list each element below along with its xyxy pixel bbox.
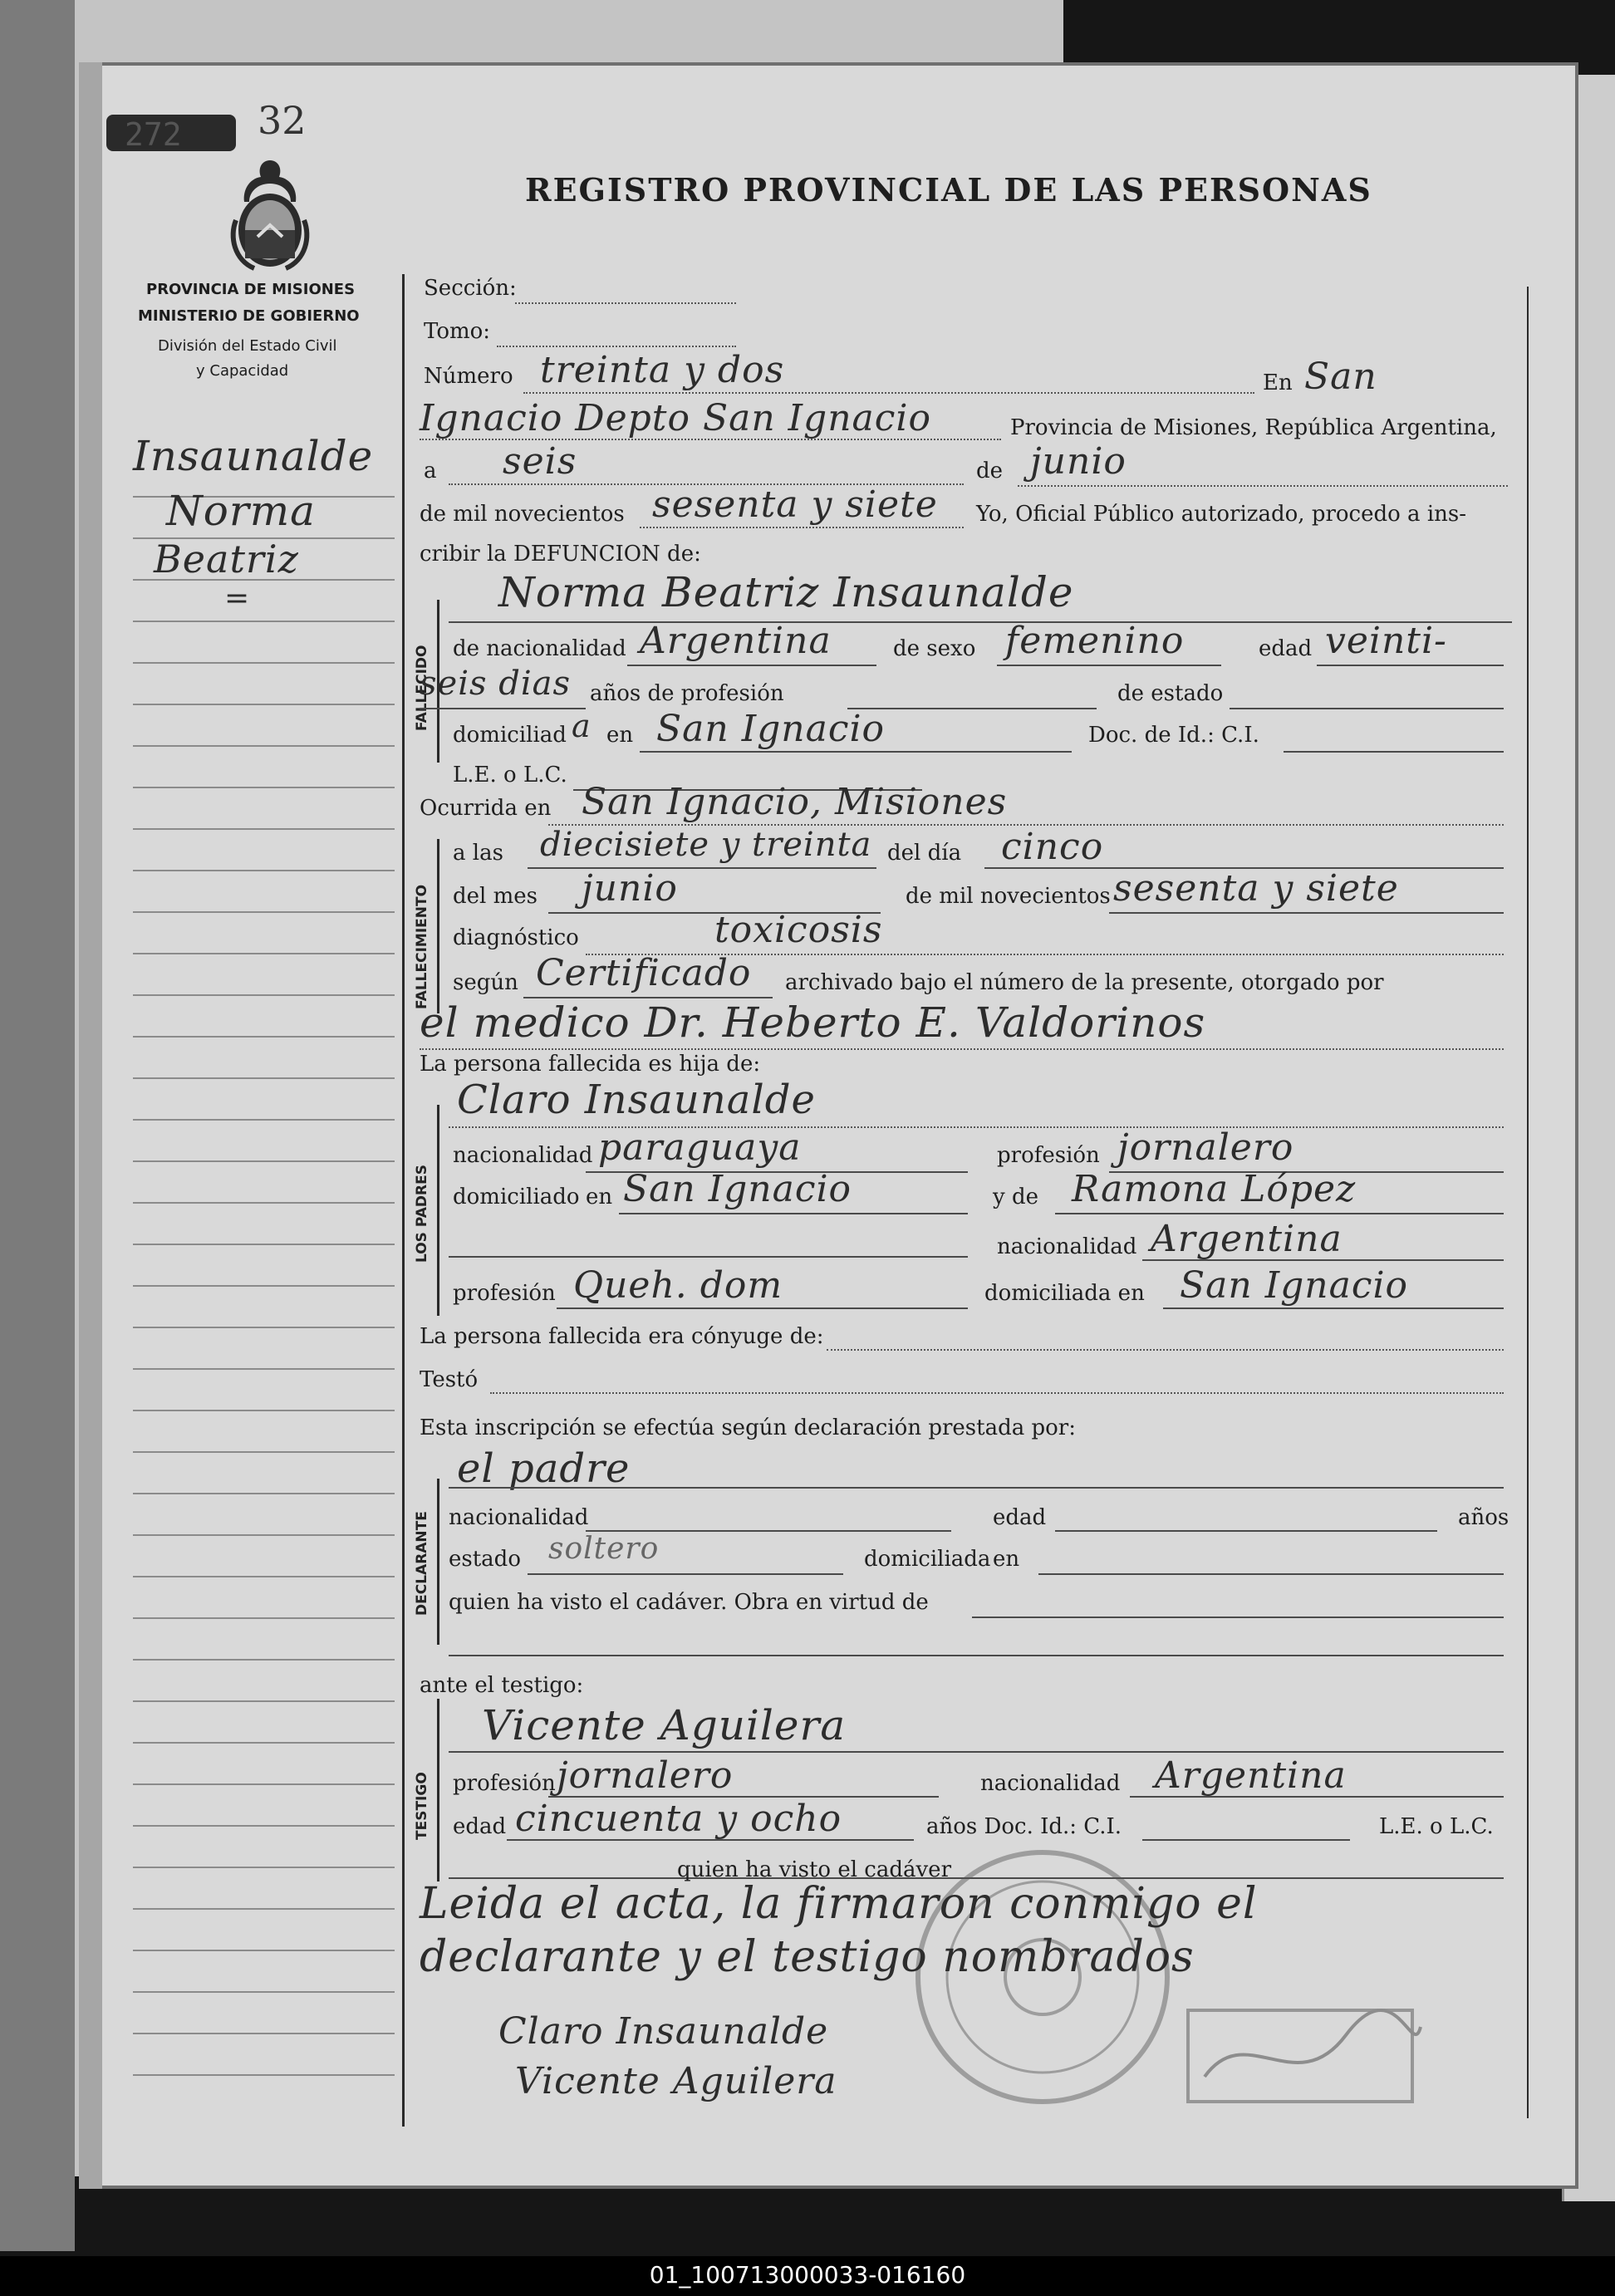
margin-rule [133,662,395,664]
testigo-le-lc-label: L.E. o L.C. [1379,1814,1494,1839]
margin-rule [133,911,395,913]
a-las-label: a las [453,841,503,866]
division-heading-1: División del Estado Civil [158,337,337,355]
declarante-blank-line [449,1655,1504,1656]
y-de-label: y de [993,1185,1038,1209]
padre-domicilio-en: en [586,1185,613,1209]
madre-profesion: Queh. dom [573,1264,783,1307]
en-label: En [1263,370,1293,395]
diagnostico-label: diagnóstico [453,925,579,950]
mil-label: de mil novecientos [906,884,1111,909]
fallecido-edad-line [1317,665,1504,666]
anos-profesion-label: años de profesión [590,681,784,706]
testigo-profesion: jornalero [557,1754,734,1797]
margin-rule [133,1244,395,1245]
margin-note-name: Norma [166,487,316,535]
year-value: sesenta y siete [652,483,938,526]
margin-rule [133,1659,395,1661]
padre-domicilio-line [619,1213,968,1214]
anio-line [1109,912,1504,914]
numero-value: treinta y dos [540,349,785,391]
domicilio-line [640,751,1072,753]
left-margin-rule [402,274,405,2127]
madre-name: Ramona López [1072,1168,1357,1210]
margin-rule [133,2033,395,2034]
declarante-anos-label: años [1458,1505,1509,1530]
left-edge-shadow [0,0,75,2251]
fallecido-edad-value: veinti- [1325,620,1447,662]
seccion-line [515,302,736,304]
en-value: San [1304,356,1377,398]
declarante-value: el padre [457,1445,631,1492]
conyuge-line [827,1349,1504,1351]
archivado-text: archivado bajo el número de la presente, otorgado por [785,970,1384,995]
year-line [640,527,964,528]
declarante-edad-line [1055,1530,1437,1532]
margin-rule [133,1202,395,1204]
madre-domicilio-line [1163,1307,1504,1309]
margin-rule [133,1285,395,1287]
margin-note-mark: = [224,581,251,616]
tomo-line [497,346,736,347]
del-mes-label: del mes [453,884,538,909]
numero-line [523,392,1254,394]
margin-rule [133,870,395,871]
page-title: REGISTRO PROVINCIAL DE LAS PERSONAS [525,171,1372,209]
edad-2-line [420,708,586,709]
folio-number: 32 [258,98,307,143]
madre-nacionalidad-label: nacionalidad [997,1234,1137,1259]
doc-line [1284,751,1504,753]
inscribir-text: cribir la DEFUNCION de: [420,542,701,567]
struck-folio-text: 272 [125,116,182,153]
anio-value: sesenta y siete [1113,867,1399,910]
fallecido-edad-label: edad [1259,636,1313,661]
testo-label: Testó [420,1367,479,1392]
margin-rule [133,787,395,788]
padres-blank-line [449,1256,968,1258]
sexo-label: de sexo [893,636,976,661]
domicilio-suffix: a [572,708,592,744]
ante-testigo-text: ante el testigo: [420,1673,584,1698]
testigo-nacionalidad-label: nacionalidad [980,1771,1121,1796]
province-heading: PROVINCIA DE MISIONES [146,281,356,298]
declarante-estado: soltero [548,1532,660,1566]
ocurrida-value: San Ignacio, Misiones [582,781,1008,823]
signature-claro: Claro Insaunalde [498,2010,829,2053]
margin-rule [133,1036,395,1038]
margin-rule [133,1119,395,1121]
margin-rule [133,704,395,705]
padre-name: Claro Insaunalde [457,1077,816,1123]
doc-label: Doc. de Id.: C.I. [1088,723,1259,748]
a-label: a [424,459,437,483]
fallecido-le-lc-label: L.E. o L.C. [453,763,567,787]
margin-rule [133,1908,395,1910]
declarante-section-label: DECLARANTE [414,1511,430,1616]
signature-vicente: Vicente Aguilera [515,2060,837,2102]
signature-stamp-mark [1171,1985,1437,2127]
padres-bracket [437,1105,439,1316]
declarante-estado-line [528,1573,843,1575]
segun-label: según [453,970,518,995]
dia-value: cinco [1001,826,1104,868]
margin-rule [133,1451,395,1453]
margin-rule [133,1493,395,1494]
margin-rule [133,745,395,747]
year-label: de mil novecientos [420,502,625,527]
testigo-edad-line [507,1839,914,1841]
segun-value: Certificado [536,952,752,994]
division-heading-2: y Capacidad [196,362,289,380]
declarante-domicilio-line [1038,1573,1504,1575]
declarante-intro: Esta inscripción se efectúa según declaración prestada por: [420,1415,1076,1440]
margin-rule [133,1534,395,1536]
sexo-value: femenino [1005,620,1185,662]
domicilio-en-label: en [606,723,634,748]
madre-nacionalidad-line [1142,1259,1504,1261]
testo-line [490,1392,1504,1394]
estado-line [1230,708,1504,709]
margin-rule [133,1950,395,1951]
page-binding-edge [79,62,102,2189]
padre-profesion: jornalero [1117,1126,1294,1169]
day-value: seis [503,440,577,483]
numero-label: Número [424,364,513,389]
testigo-name: Vicente Aguilera [482,1701,847,1749]
declarante-domiciliada-label: domiciliada [864,1547,991,1572]
tomo-label: Tomo: [424,319,491,344]
testigo-nacionalidad-line [1130,1796,1504,1798]
madre-name-line [1055,1213,1504,1214]
margin-rule [133,1617,395,1619]
declarante-bracket [437,1479,439,1645]
ocurrida-label: Ocurrida en [420,796,552,821]
testigo-edad-label: edad [453,1814,507,1839]
declarante-virtud-line [972,1617,1504,1618]
medico-line [420,1048,1504,1050]
closing-line-2: declarante y el testigo nombrados [420,1932,1195,1982]
ministry-heading: MINISTERIO DE GOBIERNO [138,307,360,325]
margin-rule [133,1825,395,1827]
testigo-name-line [449,1751,1504,1753]
sexo-line [997,665,1221,666]
fallecido-nacionalidad: Argentina [640,620,832,662]
padre-nacionalidad: paraguaya [598,1126,802,1169]
fallecido-nacionalidad-label: de nacionalidad [453,636,626,661]
declarante-en-label: en [993,1547,1020,1572]
testigo-bracket [437,1699,439,1881]
padres-section-label: LOS PADRES [414,1165,430,1263]
margin-rule [133,1327,395,1328]
yo-text: Yo, Oficial Público autorizado, procedo a ins- [976,502,1467,527]
declarante-nacionalidad-label: nacionalidad [449,1505,589,1530]
padre-profesion-label: profesión [997,1143,1100,1168]
margin-rule [133,1160,395,1162]
month-value: junio [1030,440,1127,483]
margin-rule [133,1700,395,1702]
testigo-anos-doc-label: años Doc. Id.: C.I. [926,1814,1122,1839]
image-id-caption: 01_100713000033-016160 [649,2261,966,2289]
domicilio-value: San Ignacio [656,708,886,750]
right-margin-rule [1527,287,1529,2118]
deceased-name: Norma Beatriz Insaunalde [498,568,1074,616]
conyuge-text: La persona fallecida era cónyuge de: [420,1324,824,1349]
padre-nacionalidad-label: nacionalidad [453,1143,593,1168]
margin-rule [133,1368,395,1370]
margin-rule [133,1077,395,1079]
seccion-label: Sección: [424,276,517,301]
margin-rule [133,1991,395,1993]
place-value: Ignacio Depto San Ignacio [420,397,931,439]
de-label: de [976,459,1004,483]
testigo-section-label: TESTIGO [414,1772,430,1840]
medico-value: el medico Dr. Heberto E. Valdorinos [420,998,1206,1047]
margin-note-middle-name: Beatriz [154,537,299,581]
margin-rule [133,828,395,830]
madre-nacionalidad: Argentina [1151,1218,1343,1260]
margin-rule [133,1783,395,1785]
testigo-profesion-label: profesión [453,1771,556,1796]
hora-value: diecisiete y treinta [540,826,872,864]
declarante-estado-label: estado [449,1547,521,1572]
month-line [1018,485,1508,487]
fallecimiento-bracket [437,839,439,1013]
domicilio-label: domiciliad [453,723,567,748]
margin-rule [133,953,395,954]
margin-rule [133,621,395,622]
closing-line-1: Leida el acta, la firmaron conmigo el [420,1879,1258,1929]
margin-rule [133,1410,395,1411]
fallecido-section-label: FALLECIDO [414,645,430,731]
coat-of-arms-icon [224,154,316,274]
hija-text: La persona fallecida es hija de: [420,1052,761,1077]
fallecido-nacionalidad-line [627,665,876,666]
margin-rule [133,1576,395,1577]
margin-rule [133,1867,395,1868]
margin-rule [133,2074,395,2076]
margin-rule [133,1742,395,1744]
madre-domicilio-label: domiciliada en [984,1281,1145,1306]
declarante-cadaver-text: quien ha visto el cadáver. Obra en virtud de [449,1590,929,1615]
fallecimiento-section-label: FALLECIMIENTO [414,884,430,1009]
margin-rule [133,994,395,996]
province-text: Provincia de Misiones, República Argentina, [1010,415,1497,440]
testigo-nacionalidad: Argentina [1155,1754,1347,1797]
madre-profesion-line [557,1307,968,1309]
hora-line [528,867,876,869]
testigo-edad: cincuenta y ocho [515,1798,842,1840]
madre-domicilio: San Ignacio [1180,1264,1409,1307]
mes-value: junio [582,867,678,910]
madre-profesion-label: profesión [453,1281,556,1306]
estado-label: de estado [1117,681,1224,706]
padre-domicilio-label: domiciliado [453,1185,580,1209]
declarante-value-line [449,1487,1504,1489]
fallecido-edad-value-2: seis dias [420,665,572,703]
declarante-edad-label: edad [993,1505,1047,1530]
del-dia-label: del día [887,841,962,866]
padre-domicilio: San Ignacio [623,1168,852,1210]
diagnostico-value: toxicosis [714,909,883,951]
testigo-cadaver-text: quien ha visto el cadáver [677,1857,952,1882]
margin-note-surname: Insaunalde [133,432,374,480]
